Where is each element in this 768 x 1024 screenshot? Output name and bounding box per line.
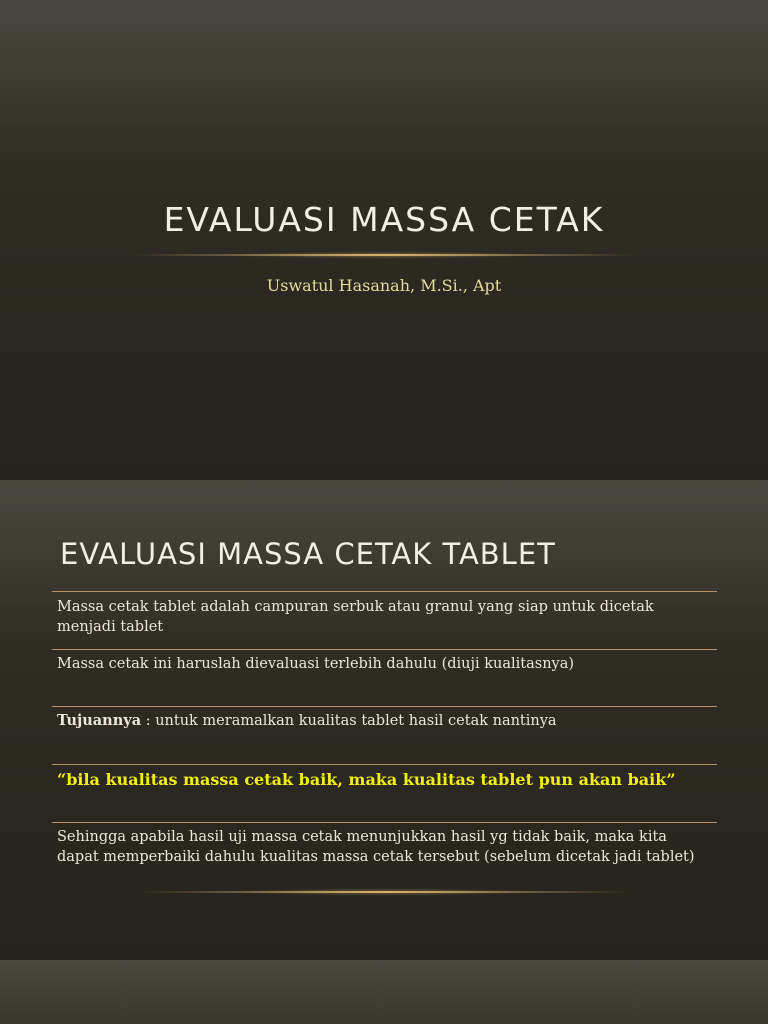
content-slide bbox=[0, 480, 768, 960]
next-slide-edge bbox=[0, 960, 768, 1024]
list-item: Massa cetak tablet adalah campuran serbuk atau granul yang siap untuk dicetak menjadi tablet bbox=[57, 599, 654, 635]
bottom-divider bbox=[140, 891, 630, 893]
row-divider bbox=[52, 822, 717, 823]
slide-author: Uswatul Hasanah, M.Si., Apt bbox=[266, 276, 502, 295]
title-divider bbox=[130, 254, 638, 256]
row-divider bbox=[52, 706, 717, 707]
slide-title: EVALUASI MASSA CETAK TABLET bbox=[60, 537, 556, 571]
row-divider bbox=[52, 764, 717, 765]
list-item: Massa cetak ini haruslah dievaluasi terlebih dahulu (diuji kualitasnya) bbox=[57, 656, 575, 672]
slide-title: EVALUASI MASSA CETAK bbox=[163, 200, 605, 239]
row-divider bbox=[52, 591, 717, 592]
highlight-quote: “bila kualitas massa cetak baik, maka kualitas tablet pun akan baik” bbox=[57, 770, 676, 789]
list-item bbox=[57, 711, 712, 731]
row-divider bbox=[52, 649, 717, 650]
list-item: Sehingga apabila hasil uji massa cetak menunjukkan hasil yg tidak baik, maka kita dapat memperbaiki dahulu kualitas massa cetak tersebut (sebelum dicetak jadi tablet) bbox=[57, 829, 695, 865]
list-item-label: Tujuannya bbox=[57, 712, 142, 729]
title-slide bbox=[0, 0, 768, 480]
list-item-text: : untuk meramalkan kualitas tablet hasil cetak nantinya bbox=[141, 713, 557, 729]
